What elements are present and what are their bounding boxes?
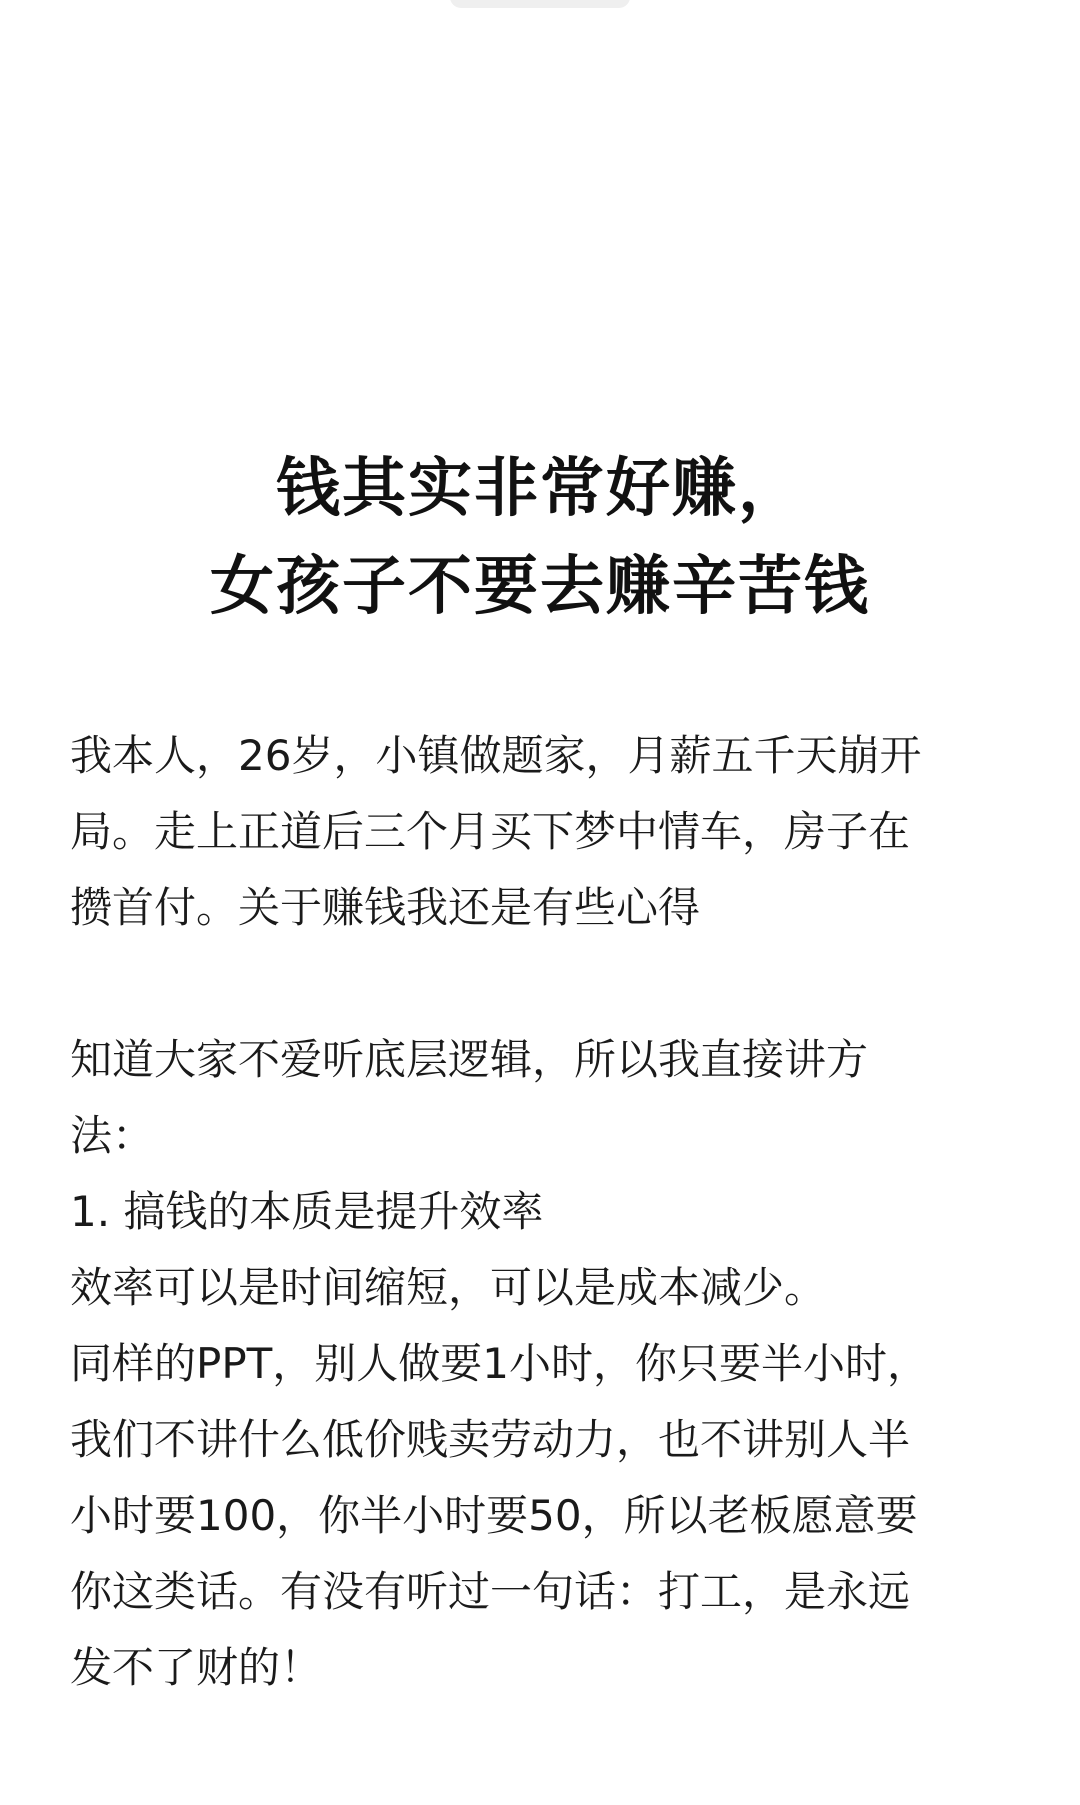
- paragraph-spacer: [70, 946, 1020, 1022]
- article-body: [70, 718, 1020, 1706]
- text-line: 法：: [70, 1111, 155, 1160]
- text-line: 你这类话。有没有听过一句话：打工，是永远: [70, 1567, 911, 1616]
- text-line: 效率可以是时间缩短，可以是成本减少。: [70, 1263, 827, 1312]
- text-line: 局。走上正道后三个月买下梦中情车，房子在: [70, 807, 911, 856]
- title-line-1: 钱其实非常好赚，: [276, 452, 804, 526]
- text-line: 我们不讲什么低价贱卖劳动力，也不讲别人半: [70, 1415, 911, 1464]
- text-line: 知道大家不爱听底层逻辑，所以我直接讲方: [70, 1035, 869, 1084]
- point-heading: 1. 搞钱的本质是提升效率: [70, 1187, 544, 1236]
- text-line: 发不了财的！: [70, 1643, 323, 1692]
- text-line: 小时要100，你半小时要50，所以老板愿意要: [70, 1491, 918, 1540]
- intro-paragraph: [70, 718, 1020, 946]
- title-line-2: 女孩子不要去赚辛苦钱: [210, 550, 870, 624]
- text-line: 我本人，26岁，小镇做题家，月薪五千天崩开: [70, 731, 922, 780]
- article-title: [0, 440, 1080, 636]
- drag-handle[interactable]: [450, 0, 630, 8]
- text-line: 同样的PPT，别人做要1小时，你只要半小时，: [70, 1339, 930, 1388]
- text-line: 攒首付。关于赚钱我还是有些心得: [70, 883, 701, 932]
- method-paragraph: [70, 1022, 1020, 1706]
